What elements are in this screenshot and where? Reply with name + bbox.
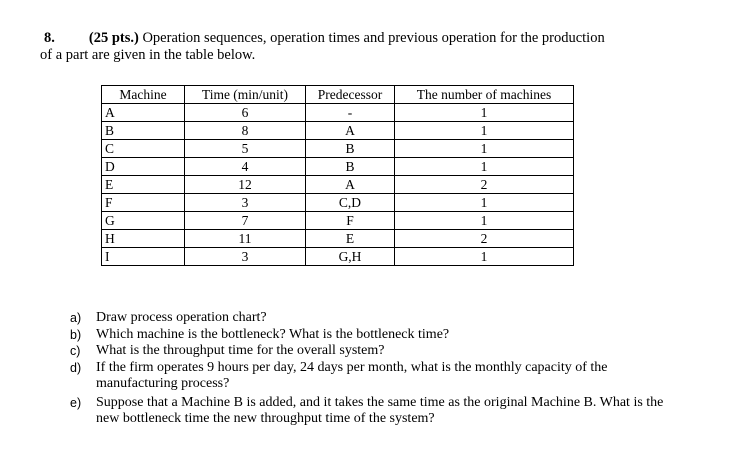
cell-predecessor: - [306, 104, 395, 122]
question-text: Draw process operation chart? [96, 310, 267, 325]
question-list [70, 310, 690, 428]
table-row [102, 122, 574, 140]
cell-count: 1 [395, 212, 574, 230]
cell-predecessor: C,D [306, 194, 395, 212]
cell-time: 12 [185, 176, 306, 194]
cell-predecessor: F [306, 212, 395, 230]
question-letter: b) [70, 327, 82, 342]
question-text: What is the throughput time for the overall system? [96, 343, 385, 358]
problem-statement [40, 30, 684, 64]
cell-count: 1 [395, 248, 574, 266]
header-predecessor: Predecessor [306, 86, 395, 104]
question-b [70, 327, 690, 344]
problem-intro-line2: of a part are given in the table below. [40, 47, 256, 63]
cell-time: 5 [185, 140, 306, 158]
cell-count: 1 [395, 158, 574, 176]
cell-time: 3 [185, 194, 306, 212]
cell-machine: H [102, 230, 185, 248]
table-row [102, 212, 574, 230]
header-time: Time (min/unit) [185, 86, 306, 104]
cell-time: 11 [185, 230, 306, 248]
table-row [102, 194, 574, 212]
cell-machine: C [102, 140, 185, 158]
table-body [102, 104, 574, 266]
question-c [70, 343, 690, 360]
cell-predecessor: A [306, 176, 395, 194]
question-letter: d) [70, 360, 82, 375]
question-text: Which machine is the bottleneck? What is the bottleneck time? [96, 326, 450, 342]
problem-header-line [44, 30, 684, 47]
question-letter: e) [70, 395, 82, 410]
cell-time: 6 [185, 104, 306, 122]
question-text: If the firm operates 9 hours per day, 24 days per month, what is the monthly capacity of the manufacturing process? [96, 359, 608, 391]
cell-machine: G [102, 212, 185, 230]
table-header-row [102, 86, 574, 104]
question-e [70, 395, 690, 428]
cell-predecessor: E [306, 230, 395, 248]
header-machine: Machine [102, 86, 185, 104]
cell-predecessor: B [306, 140, 395, 158]
table-row [102, 248, 574, 266]
cell-time: 8 [185, 122, 306, 140]
table-row [102, 140, 574, 158]
cell-count: 1 [395, 122, 574, 140]
cell-count: 1 [395, 194, 574, 212]
cell-machine: E [102, 176, 185, 194]
table-row [102, 158, 574, 176]
cell-machine: B [102, 122, 185, 140]
question-letter: a) [70, 311, 82, 325]
question-a [70, 310, 690, 327]
cell-count: 2 [395, 230, 574, 248]
problem-points: (25 pts.) [88, 30, 139, 46]
question-d [70, 360, 690, 393]
header-number-of-machines: The number of machines [395, 86, 574, 104]
cell-predecessor: G,H [306, 248, 395, 266]
table-row [102, 104, 574, 122]
cell-count: 2 [395, 176, 574, 194]
cell-machine: A [102, 104, 185, 122]
table-row [102, 230, 574, 248]
problem-intro-line1: Operation sequences, operation times and previous operation for the production [142, 30, 605, 46]
cell-count: 1 [395, 104, 574, 122]
cell-time: 7 [185, 212, 306, 230]
question-letter: c) [70, 344, 81, 358]
operations-table [101, 85, 574, 266]
problem-number: 8. [44, 30, 55, 46]
cell-machine: D [102, 158, 185, 176]
cell-predecessor: A [306, 122, 395, 140]
cell-machine: F [102, 194, 185, 212]
table-row [102, 176, 574, 194]
question-text: Suppose that a Machine B is added, and it takes the same time as the original Machine B. What is the new bottleneck time the new throughput time of the system? [96, 394, 664, 426]
cell-time: 4 [185, 158, 306, 176]
cell-machine: I [102, 248, 185, 266]
cell-time: 3 [185, 248, 306, 266]
cell-predecessor: B [306, 158, 395, 176]
cell-count: 1 [395, 140, 574, 158]
